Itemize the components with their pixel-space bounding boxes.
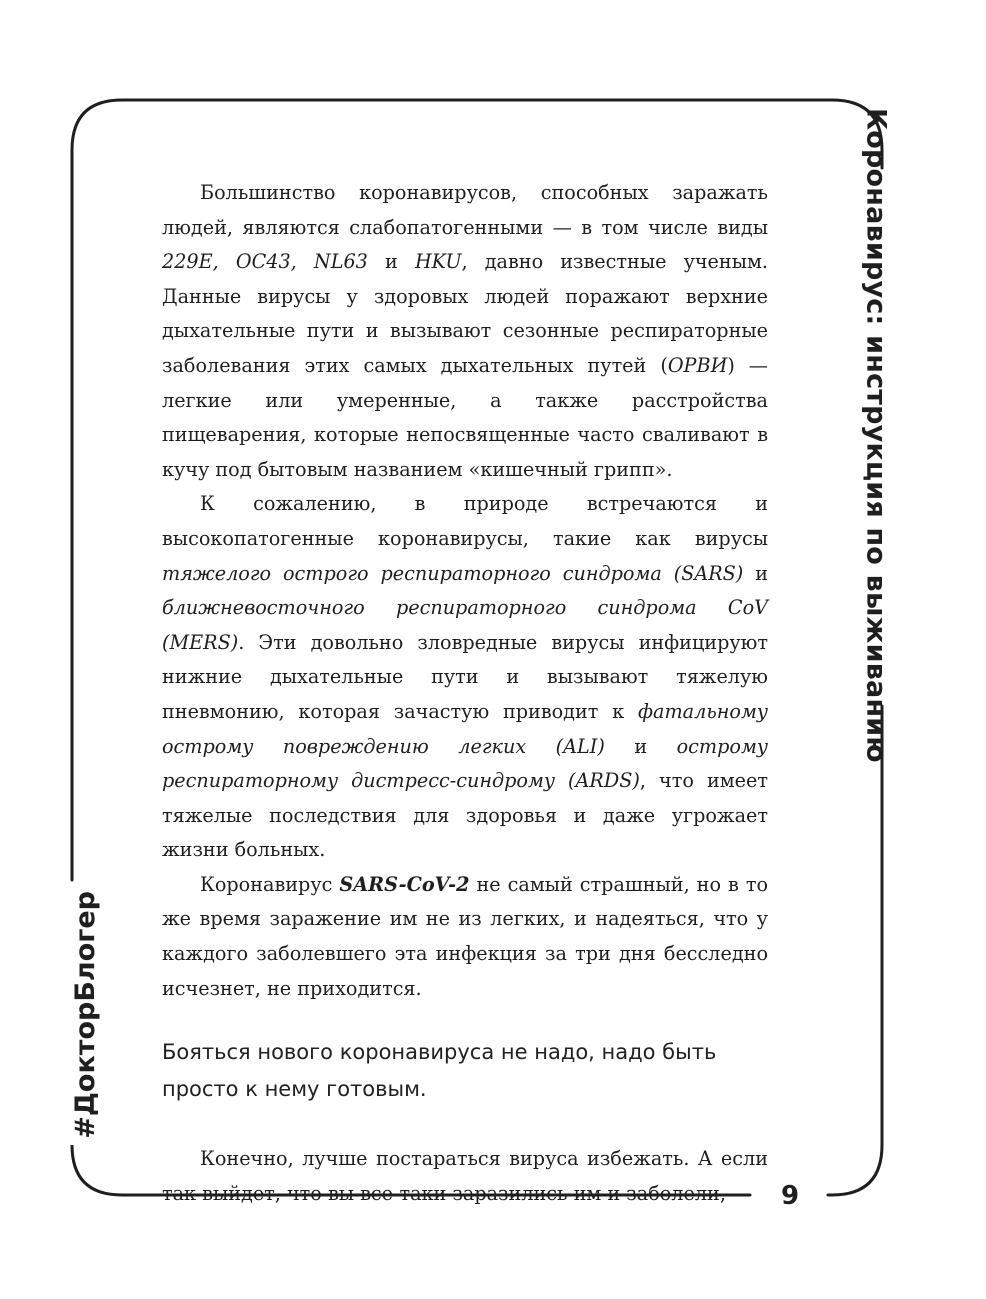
italic-term: ОРВИ [667, 353, 728, 377]
text-run: , что имеет тяжелые последствия для здоровья и даже угрожает жизни больных. [162, 769, 768, 862]
text-run: и [367, 250, 415, 274]
paragraph-3 [162, 868, 768, 1006]
paragraph-2 [162, 487, 768, 868]
text-run: К сожалению, в природе встречаются и высокопатогенные коронавирусы, такие как вирусы [162, 492, 768, 550]
italic-term: 229E, OC43, NL63 [162, 250, 368, 274]
italic-term: тяжелого острого респираторного синдрома (SARS) [162, 561, 744, 585]
text-run: Коронавирус [200, 872, 340, 896]
running-title: Коронавирус: инструкция по выживанию [860, 107, 892, 763]
text-run: и [743, 561, 768, 585]
pull-quote: Бояться нового коронавируса не надо, надо быть просто к нему готовым. [162, 1040, 717, 1102]
italic-term: острому респираторному дистресс-синдрому (ARDS) [162, 734, 768, 793]
text-run: ) — легкие или умеренные, а также расстройства пищеварения, которые непосвященные часто сваливают в кучу под бытовым названием «кишечный грипп». [162, 353, 768, 481]
italic-term: ближневосточного респираторного синдрома CoV (MERS) [162, 596, 768, 654]
paragraph-4: Конечно, лучше постараться вируса избежать. А если так выйдет, что вы все-таки заразились им и заболели, [162, 1147, 768, 1205]
page-number: 9 [780, 1181, 800, 1211]
text-run: не самый страшный, но в то же время заражение им не из легких, и надеяться, что у каждого заболевшего эта инфекция за три дня бесследно исчезнет, не приходится. [162, 872, 768, 1000]
text-run: . Эти довольно зловредные вирусы инфицируют нижние дыхательные пути и вызывают тяжелую пневмонию, которая зачастую приводит к [162, 630, 768, 723]
body-text [162, 176, 768, 1211]
hashtag-label: #ДокторБлогер [69, 891, 101, 1139]
text-run: , давно известные ученым. Данные вирусы у здоровых людей поражают верхние дыхательные пути и вызывают сезонные респираторные заболевания этих самых дыхательных путей ( [162, 250, 768, 377]
text-run: и [604, 734, 677, 758]
bold-term: SARS-CoV-2 [339, 872, 470, 896]
italic-term: HKU [414, 250, 462, 274]
italic-term: фатальному острому повреждению легких (ALI) [162, 699, 768, 758]
paragraph-1 [162, 176, 768, 487]
text-run: Большинство коронавирусов, способных заражать людей, являются слабопатогенными — в том числе виды [162, 181, 768, 239]
